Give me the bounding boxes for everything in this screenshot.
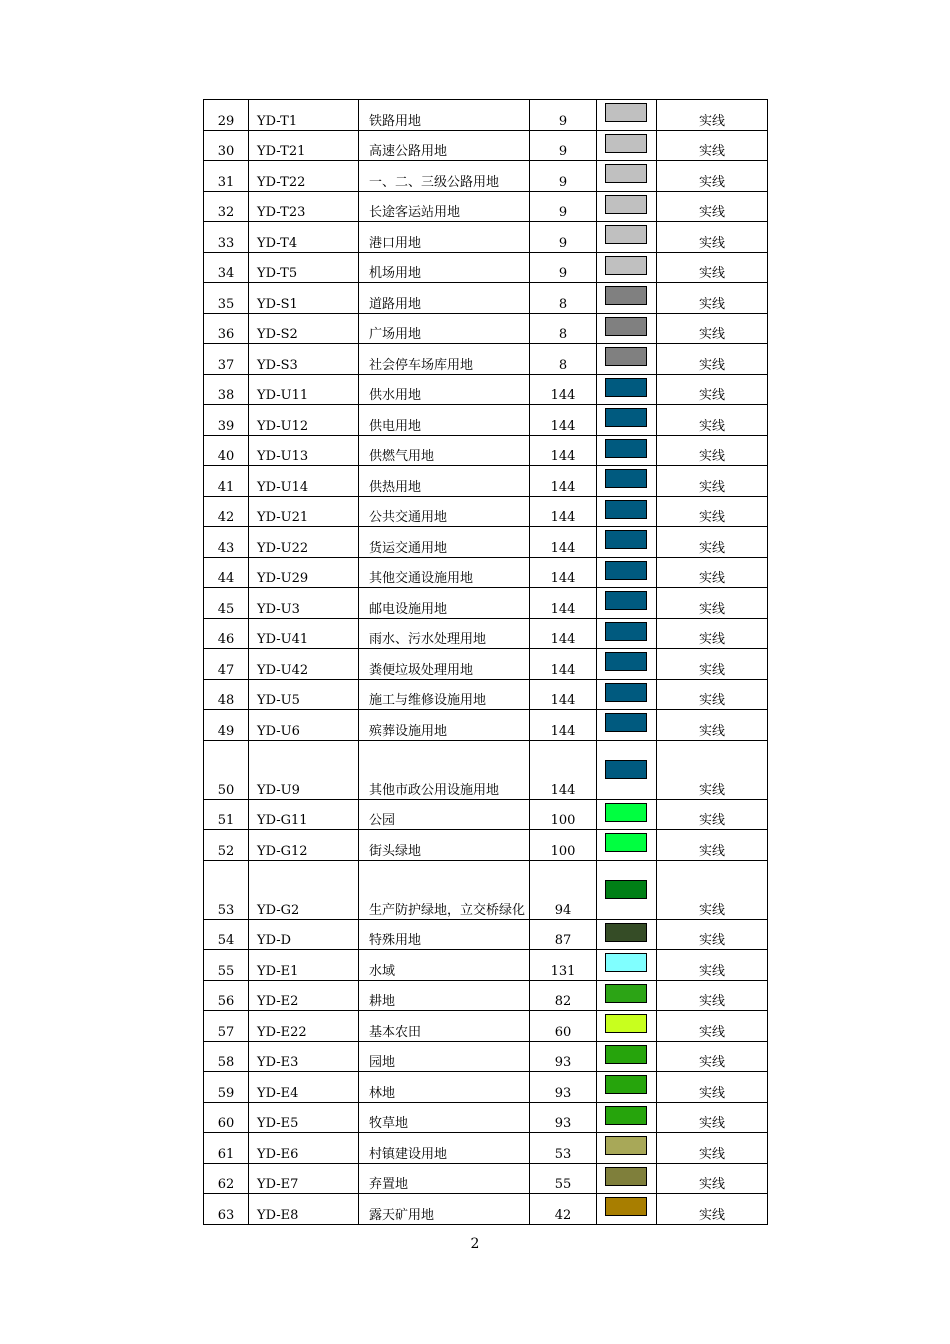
row-number-cell: 62 bbox=[204, 1163, 249, 1194]
row-number-cell: 36 bbox=[204, 313, 249, 344]
layer-code-cell: YD-T4 bbox=[249, 222, 359, 253]
table-row bbox=[204, 283, 768, 314]
layer-code-cell: YD-E8 bbox=[249, 1194, 359, 1225]
land-use-name-cell: 基本农田 bbox=[359, 1011, 530, 1042]
color-swatch-cell bbox=[597, 557, 657, 588]
layer-code-cell: YD-U12 bbox=[249, 405, 359, 436]
table-row bbox=[204, 344, 768, 375]
line-type-cell: 实线 bbox=[657, 679, 768, 710]
color-index-cell: 93 bbox=[530, 1072, 597, 1103]
color-swatch-cell bbox=[597, 222, 657, 253]
color-swatch-cell bbox=[597, 1194, 657, 1225]
color-swatch-cell bbox=[597, 860, 657, 919]
color-swatch-cell bbox=[597, 191, 657, 222]
color-index-cell: 9 bbox=[530, 222, 597, 253]
land-use-name-cell: 其他交通设施用地 bbox=[359, 557, 530, 588]
color-swatch bbox=[605, 561, 647, 580]
color-index-cell: 144 bbox=[530, 710, 597, 741]
row-number-cell: 46 bbox=[204, 618, 249, 649]
table-row bbox=[204, 950, 768, 981]
land-use-color-table bbox=[203, 99, 768, 1225]
color-swatch bbox=[605, 1136, 647, 1155]
line-type-cell: 实线 bbox=[657, 313, 768, 344]
layer-code-cell: YD-U14 bbox=[249, 466, 359, 497]
page-number: 2 bbox=[470, 1236, 480, 1252]
table-row bbox=[204, 1011, 768, 1042]
row-number-cell: 63 bbox=[204, 1194, 249, 1225]
land-use-name-cell: 生产防护绿地，立交桥绿化 bbox=[359, 860, 530, 919]
land-use-name-cell: 施工与维修设施用地 bbox=[359, 679, 530, 710]
color-index-cell: 144 bbox=[530, 679, 597, 710]
line-type-cell: 实线 bbox=[657, 344, 768, 375]
land-use-name-cell: 供电用地 bbox=[359, 405, 530, 436]
land-use-name-cell: 其他市政公用设施用地 bbox=[359, 740, 530, 799]
line-type-cell: 实线 bbox=[657, 710, 768, 741]
row-number-cell: 54 bbox=[204, 919, 249, 950]
table-row bbox=[204, 161, 768, 192]
row-number-cell: 61 bbox=[204, 1133, 249, 1164]
layer-code-cell: YD-D bbox=[249, 919, 359, 950]
color-index-cell: 9 bbox=[530, 130, 597, 161]
land-use-name-cell: 供水用地 bbox=[359, 374, 530, 405]
color-swatch-cell bbox=[597, 466, 657, 497]
color-swatch bbox=[605, 953, 647, 972]
color-swatch-cell bbox=[597, 710, 657, 741]
color-swatch bbox=[605, 622, 647, 641]
row-number-cell: 51 bbox=[204, 799, 249, 830]
line-type-cell: 实线 bbox=[657, 161, 768, 192]
color-swatch-cell bbox=[597, 283, 657, 314]
line-type-cell: 实线 bbox=[657, 466, 768, 497]
land-use-name-cell: 水域 bbox=[359, 950, 530, 981]
color-index-cell: 144 bbox=[530, 588, 597, 619]
color-swatch bbox=[605, 408, 647, 427]
layer-code-cell: YD-U5 bbox=[249, 679, 359, 710]
land-use-name-cell: 殡葬设施用地 bbox=[359, 710, 530, 741]
line-type-cell: 实线 bbox=[657, 1011, 768, 1042]
color-swatch-cell bbox=[597, 950, 657, 981]
land-use-name-cell: 道路用地 bbox=[359, 283, 530, 314]
color-index-cell: 144 bbox=[530, 527, 597, 558]
color-swatch-cell bbox=[597, 130, 657, 161]
color-swatch-cell bbox=[597, 919, 657, 950]
table-row bbox=[204, 1072, 768, 1103]
color-swatch-cell bbox=[597, 1102, 657, 1133]
land-use-name-cell: 村镇建设用地 bbox=[359, 1133, 530, 1164]
layer-code-cell: YD-U21 bbox=[249, 496, 359, 527]
land-use-name-cell: 供热用地 bbox=[359, 466, 530, 497]
line-type-cell: 实线 bbox=[657, 1133, 768, 1164]
layer-code-cell: YD-U13 bbox=[249, 435, 359, 466]
table-row bbox=[204, 527, 768, 558]
color-swatch bbox=[605, 195, 647, 214]
color-swatch bbox=[605, 500, 647, 519]
layer-code-cell: YD-U11 bbox=[249, 374, 359, 405]
color-swatch bbox=[605, 713, 647, 732]
color-swatch bbox=[605, 286, 647, 305]
layer-code-cell: YD-G12 bbox=[249, 830, 359, 861]
color-swatch bbox=[605, 378, 647, 397]
color-swatch-cell bbox=[597, 1072, 657, 1103]
color-swatch bbox=[605, 256, 647, 275]
layer-code-cell: YD-E3 bbox=[249, 1041, 359, 1072]
color-swatch bbox=[605, 164, 647, 183]
table-row bbox=[204, 740, 768, 799]
row-number-cell: 38 bbox=[204, 374, 249, 405]
row-number-cell: 37 bbox=[204, 344, 249, 375]
land-use-name-cell: 长途客运站用地 bbox=[359, 191, 530, 222]
line-type-cell: 实线 bbox=[657, 557, 768, 588]
table-body bbox=[204, 100, 768, 1225]
table-row bbox=[204, 222, 768, 253]
table-row bbox=[204, 252, 768, 283]
layer-code-cell: YD-U41 bbox=[249, 618, 359, 649]
row-number-cell: 40 bbox=[204, 435, 249, 466]
color-index-cell: 60 bbox=[530, 1011, 597, 1042]
color-swatch bbox=[605, 225, 647, 244]
row-number-cell: 49 bbox=[204, 710, 249, 741]
row-number-cell: 44 bbox=[204, 557, 249, 588]
color-index-cell: 144 bbox=[530, 435, 597, 466]
color-index-cell: 42 bbox=[530, 1194, 597, 1225]
color-swatch-cell bbox=[597, 405, 657, 436]
land-use-name-cell: 雨水、污水处理用地 bbox=[359, 618, 530, 649]
layer-code-cell: YD-T1 bbox=[249, 100, 359, 131]
color-swatch-cell bbox=[597, 740, 657, 799]
color-index-cell: 9 bbox=[530, 191, 597, 222]
layer-code-cell: YD-S3 bbox=[249, 344, 359, 375]
color-swatch-cell bbox=[597, 980, 657, 1011]
color-index-cell: 93 bbox=[530, 1102, 597, 1133]
land-use-name-cell: 园地 bbox=[359, 1041, 530, 1072]
row-number-cell: 39 bbox=[204, 405, 249, 436]
color-swatch-cell bbox=[597, 1163, 657, 1194]
color-index-cell: 144 bbox=[530, 405, 597, 436]
line-type-cell: 实线 bbox=[657, 588, 768, 619]
table-row bbox=[204, 1102, 768, 1133]
color-swatch-cell bbox=[597, 679, 657, 710]
color-swatch-cell bbox=[597, 527, 657, 558]
land-use-name-cell: 特殊用地 bbox=[359, 919, 530, 950]
land-use-name-cell: 牧草地 bbox=[359, 1102, 530, 1133]
color-index-cell: 100 bbox=[530, 799, 597, 830]
table-row bbox=[204, 1194, 768, 1225]
line-type-cell: 实线 bbox=[657, 435, 768, 466]
color-index-cell: 9 bbox=[530, 161, 597, 192]
color-swatch-cell bbox=[597, 1041, 657, 1072]
row-number-cell: 43 bbox=[204, 527, 249, 558]
land-use-name-cell: 邮电设施用地 bbox=[359, 588, 530, 619]
color-swatch bbox=[605, 469, 647, 488]
layer-code-cell: YD-E22 bbox=[249, 1011, 359, 1042]
table-row bbox=[204, 466, 768, 497]
row-number-cell: 33 bbox=[204, 222, 249, 253]
land-use-name-cell: 弃置地 bbox=[359, 1163, 530, 1194]
color-index-cell: 53 bbox=[530, 1133, 597, 1164]
layer-code-cell: YD-S1 bbox=[249, 283, 359, 314]
table-row bbox=[204, 313, 768, 344]
color-index-cell: 55 bbox=[530, 1163, 597, 1194]
land-use-name-cell: 广场用地 bbox=[359, 313, 530, 344]
color-index-cell: 144 bbox=[530, 649, 597, 680]
table-row bbox=[204, 830, 768, 861]
color-swatch-cell bbox=[597, 649, 657, 680]
color-swatch-cell bbox=[597, 252, 657, 283]
line-type-cell: 实线 bbox=[657, 222, 768, 253]
row-number-cell: 59 bbox=[204, 1072, 249, 1103]
line-type-cell: 实线 bbox=[657, 1072, 768, 1103]
line-type-cell: 实线 bbox=[657, 191, 768, 222]
color-swatch-cell bbox=[597, 100, 657, 131]
color-swatch-cell bbox=[597, 799, 657, 830]
row-number-cell: 47 bbox=[204, 649, 249, 680]
land-use-name-cell: 社会停车场库用地 bbox=[359, 344, 530, 375]
land-use-name-cell: 露天矿用地 bbox=[359, 1194, 530, 1225]
color-index-cell: 144 bbox=[530, 496, 597, 527]
row-number-cell: 57 bbox=[204, 1011, 249, 1042]
color-index-cell: 144 bbox=[530, 557, 597, 588]
table-row bbox=[204, 496, 768, 527]
color-swatch bbox=[605, 1045, 647, 1064]
color-swatch-cell bbox=[597, 313, 657, 344]
land-use-name-cell: 机场用地 bbox=[359, 252, 530, 283]
color-index-cell: 87 bbox=[530, 919, 597, 950]
color-swatch bbox=[605, 803, 647, 822]
land-use-name-cell: 高速公路用地 bbox=[359, 130, 530, 161]
row-number-cell: 58 bbox=[204, 1041, 249, 1072]
row-number-cell: 50 bbox=[204, 740, 249, 799]
color-index-cell: 82 bbox=[530, 980, 597, 1011]
row-number-cell: 32 bbox=[204, 191, 249, 222]
color-swatch-cell bbox=[597, 1133, 657, 1164]
table-row bbox=[204, 860, 768, 919]
layer-code-cell: YD-E7 bbox=[249, 1163, 359, 1194]
layer-code-cell: YD-U6 bbox=[249, 710, 359, 741]
layer-code-cell: YD-U3 bbox=[249, 588, 359, 619]
line-type-cell: 实线 bbox=[657, 1102, 768, 1133]
color-index-cell: 9 bbox=[530, 252, 597, 283]
layer-code-cell: YD-T23 bbox=[249, 191, 359, 222]
line-type-cell: 实线 bbox=[657, 283, 768, 314]
line-type-cell: 实线 bbox=[657, 860, 768, 919]
table-row bbox=[204, 405, 768, 436]
row-number-cell: 42 bbox=[204, 496, 249, 527]
table-row bbox=[204, 618, 768, 649]
line-type-cell: 实线 bbox=[657, 252, 768, 283]
layer-code-cell: YD-E4 bbox=[249, 1072, 359, 1103]
row-number-cell: 48 bbox=[204, 679, 249, 710]
row-number-cell: 60 bbox=[204, 1102, 249, 1133]
land-use-name-cell: 港口用地 bbox=[359, 222, 530, 253]
color-swatch-cell bbox=[597, 1011, 657, 1042]
table-row bbox=[204, 435, 768, 466]
layer-code-cell: YD-E5 bbox=[249, 1102, 359, 1133]
row-number-cell: 31 bbox=[204, 161, 249, 192]
row-number-cell: 56 bbox=[204, 980, 249, 1011]
color-swatch bbox=[605, 652, 647, 671]
line-type-cell: 实线 bbox=[657, 830, 768, 861]
line-type-cell: 实线 bbox=[657, 1041, 768, 1072]
table-row bbox=[204, 100, 768, 131]
line-type-cell: 实线 bbox=[657, 1194, 768, 1225]
table-row bbox=[204, 649, 768, 680]
color-swatch bbox=[605, 880, 647, 899]
table-row bbox=[204, 1133, 768, 1164]
table-row bbox=[204, 710, 768, 741]
row-number-cell: 30 bbox=[204, 130, 249, 161]
land-use-name-cell: 公共交通用地 bbox=[359, 496, 530, 527]
table-row bbox=[204, 980, 768, 1011]
color-swatch-cell bbox=[597, 588, 657, 619]
layer-code-cell: YD-T5 bbox=[249, 252, 359, 283]
color-swatch bbox=[605, 1197, 647, 1216]
color-index-cell: 144 bbox=[530, 740, 597, 799]
line-type-cell: 实线 bbox=[657, 980, 768, 1011]
layer-code-cell: YD-E1 bbox=[249, 950, 359, 981]
line-type-cell: 实线 bbox=[657, 919, 768, 950]
table-row bbox=[204, 679, 768, 710]
color-swatch-cell bbox=[597, 374, 657, 405]
layer-code-cell: YD-U9 bbox=[249, 740, 359, 799]
color-index-cell: 93 bbox=[530, 1041, 597, 1072]
line-type-cell: 实线 bbox=[657, 618, 768, 649]
layer-code-cell: YD-T22 bbox=[249, 161, 359, 192]
color-swatch bbox=[605, 439, 647, 458]
layer-code-cell: YD-U29 bbox=[249, 557, 359, 588]
layer-code-cell: YD-G2 bbox=[249, 860, 359, 919]
color-swatch bbox=[605, 591, 647, 610]
color-index-cell: 144 bbox=[530, 374, 597, 405]
color-swatch-cell bbox=[597, 830, 657, 861]
land-use-name-cell: 公园 bbox=[359, 799, 530, 830]
table-row bbox=[204, 1041, 768, 1072]
color-swatch bbox=[605, 1106, 647, 1125]
color-index-cell: 8 bbox=[530, 283, 597, 314]
table-row bbox=[204, 374, 768, 405]
row-number-cell: 55 bbox=[204, 950, 249, 981]
color-swatch bbox=[605, 984, 647, 1003]
row-number-cell: 45 bbox=[204, 588, 249, 619]
layer-code-cell: YD-U42 bbox=[249, 649, 359, 680]
row-number-cell: 34 bbox=[204, 252, 249, 283]
line-type-cell: 实线 bbox=[657, 950, 768, 981]
color-swatch-cell bbox=[597, 496, 657, 527]
color-index-cell: 100 bbox=[530, 830, 597, 861]
table-row bbox=[204, 130, 768, 161]
color-index-cell: 8 bbox=[530, 313, 597, 344]
land-use-name-cell: 供燃气用地 bbox=[359, 435, 530, 466]
color-swatch bbox=[605, 760, 647, 779]
color-swatch bbox=[605, 134, 647, 153]
line-type-cell: 实线 bbox=[657, 799, 768, 830]
color-index-cell: 131 bbox=[530, 950, 597, 981]
color-index-cell: 94 bbox=[530, 860, 597, 919]
color-index-cell: 8 bbox=[530, 344, 597, 375]
line-type-cell: 实线 bbox=[657, 100, 768, 131]
land-use-name-cell: 粪便垃圾处理用地 bbox=[359, 649, 530, 680]
line-type-cell: 实线 bbox=[657, 405, 768, 436]
color-swatch-cell bbox=[597, 161, 657, 192]
color-swatch bbox=[605, 347, 647, 366]
color-swatch-cell bbox=[597, 435, 657, 466]
color-swatch bbox=[605, 103, 647, 122]
layer-code-cell: YD-U22 bbox=[249, 527, 359, 558]
layer-code-cell: YD-E2 bbox=[249, 980, 359, 1011]
color-swatch bbox=[605, 1167, 647, 1186]
color-swatch bbox=[605, 1075, 647, 1094]
row-number-cell: 29 bbox=[204, 100, 249, 131]
row-number-cell: 53 bbox=[204, 860, 249, 919]
land-use-name-cell: 货运交通用地 bbox=[359, 527, 530, 558]
land-use-name-cell: 耕地 bbox=[359, 980, 530, 1011]
color-index-cell: 144 bbox=[530, 618, 597, 649]
land-use-name-cell: 街头绿地 bbox=[359, 830, 530, 861]
land-use-name-cell: 一、二、三级公路用地 bbox=[359, 161, 530, 192]
color-swatch bbox=[605, 530, 647, 549]
color-index-cell: 144 bbox=[530, 466, 597, 497]
color-swatch-cell bbox=[597, 618, 657, 649]
color-index-cell: 9 bbox=[530, 100, 597, 131]
table-row bbox=[204, 588, 768, 619]
color-swatch bbox=[605, 923, 647, 942]
layer-code-cell: YD-S2 bbox=[249, 313, 359, 344]
table-row bbox=[204, 1163, 768, 1194]
line-type-cell: 实线 bbox=[657, 527, 768, 558]
line-type-cell: 实线 bbox=[657, 740, 768, 799]
color-swatch bbox=[605, 1014, 647, 1033]
land-use-name-cell: 林地 bbox=[359, 1072, 530, 1103]
land-use-name-cell: 铁路用地 bbox=[359, 100, 530, 131]
line-type-cell: 实线 bbox=[657, 496, 768, 527]
line-type-cell: 实线 bbox=[657, 1163, 768, 1194]
color-swatch bbox=[605, 833, 647, 852]
table-row bbox=[204, 919, 768, 950]
line-type-cell: 实线 bbox=[657, 374, 768, 405]
row-number-cell: 52 bbox=[204, 830, 249, 861]
layer-code-cell: YD-E6 bbox=[249, 1133, 359, 1164]
table-row bbox=[204, 557, 768, 588]
row-number-cell: 35 bbox=[204, 283, 249, 314]
layer-code-cell: YD-G11 bbox=[249, 799, 359, 830]
layer-code-cell: YD-T21 bbox=[249, 130, 359, 161]
row-number-cell: 41 bbox=[204, 466, 249, 497]
line-type-cell: 实线 bbox=[657, 130, 768, 161]
line-type-cell: 实线 bbox=[657, 649, 768, 680]
color-swatch bbox=[605, 683, 647, 702]
table-row bbox=[204, 191, 768, 222]
color-swatch bbox=[605, 317, 647, 336]
color-swatch-cell bbox=[597, 344, 657, 375]
table-row bbox=[204, 799, 768, 830]
